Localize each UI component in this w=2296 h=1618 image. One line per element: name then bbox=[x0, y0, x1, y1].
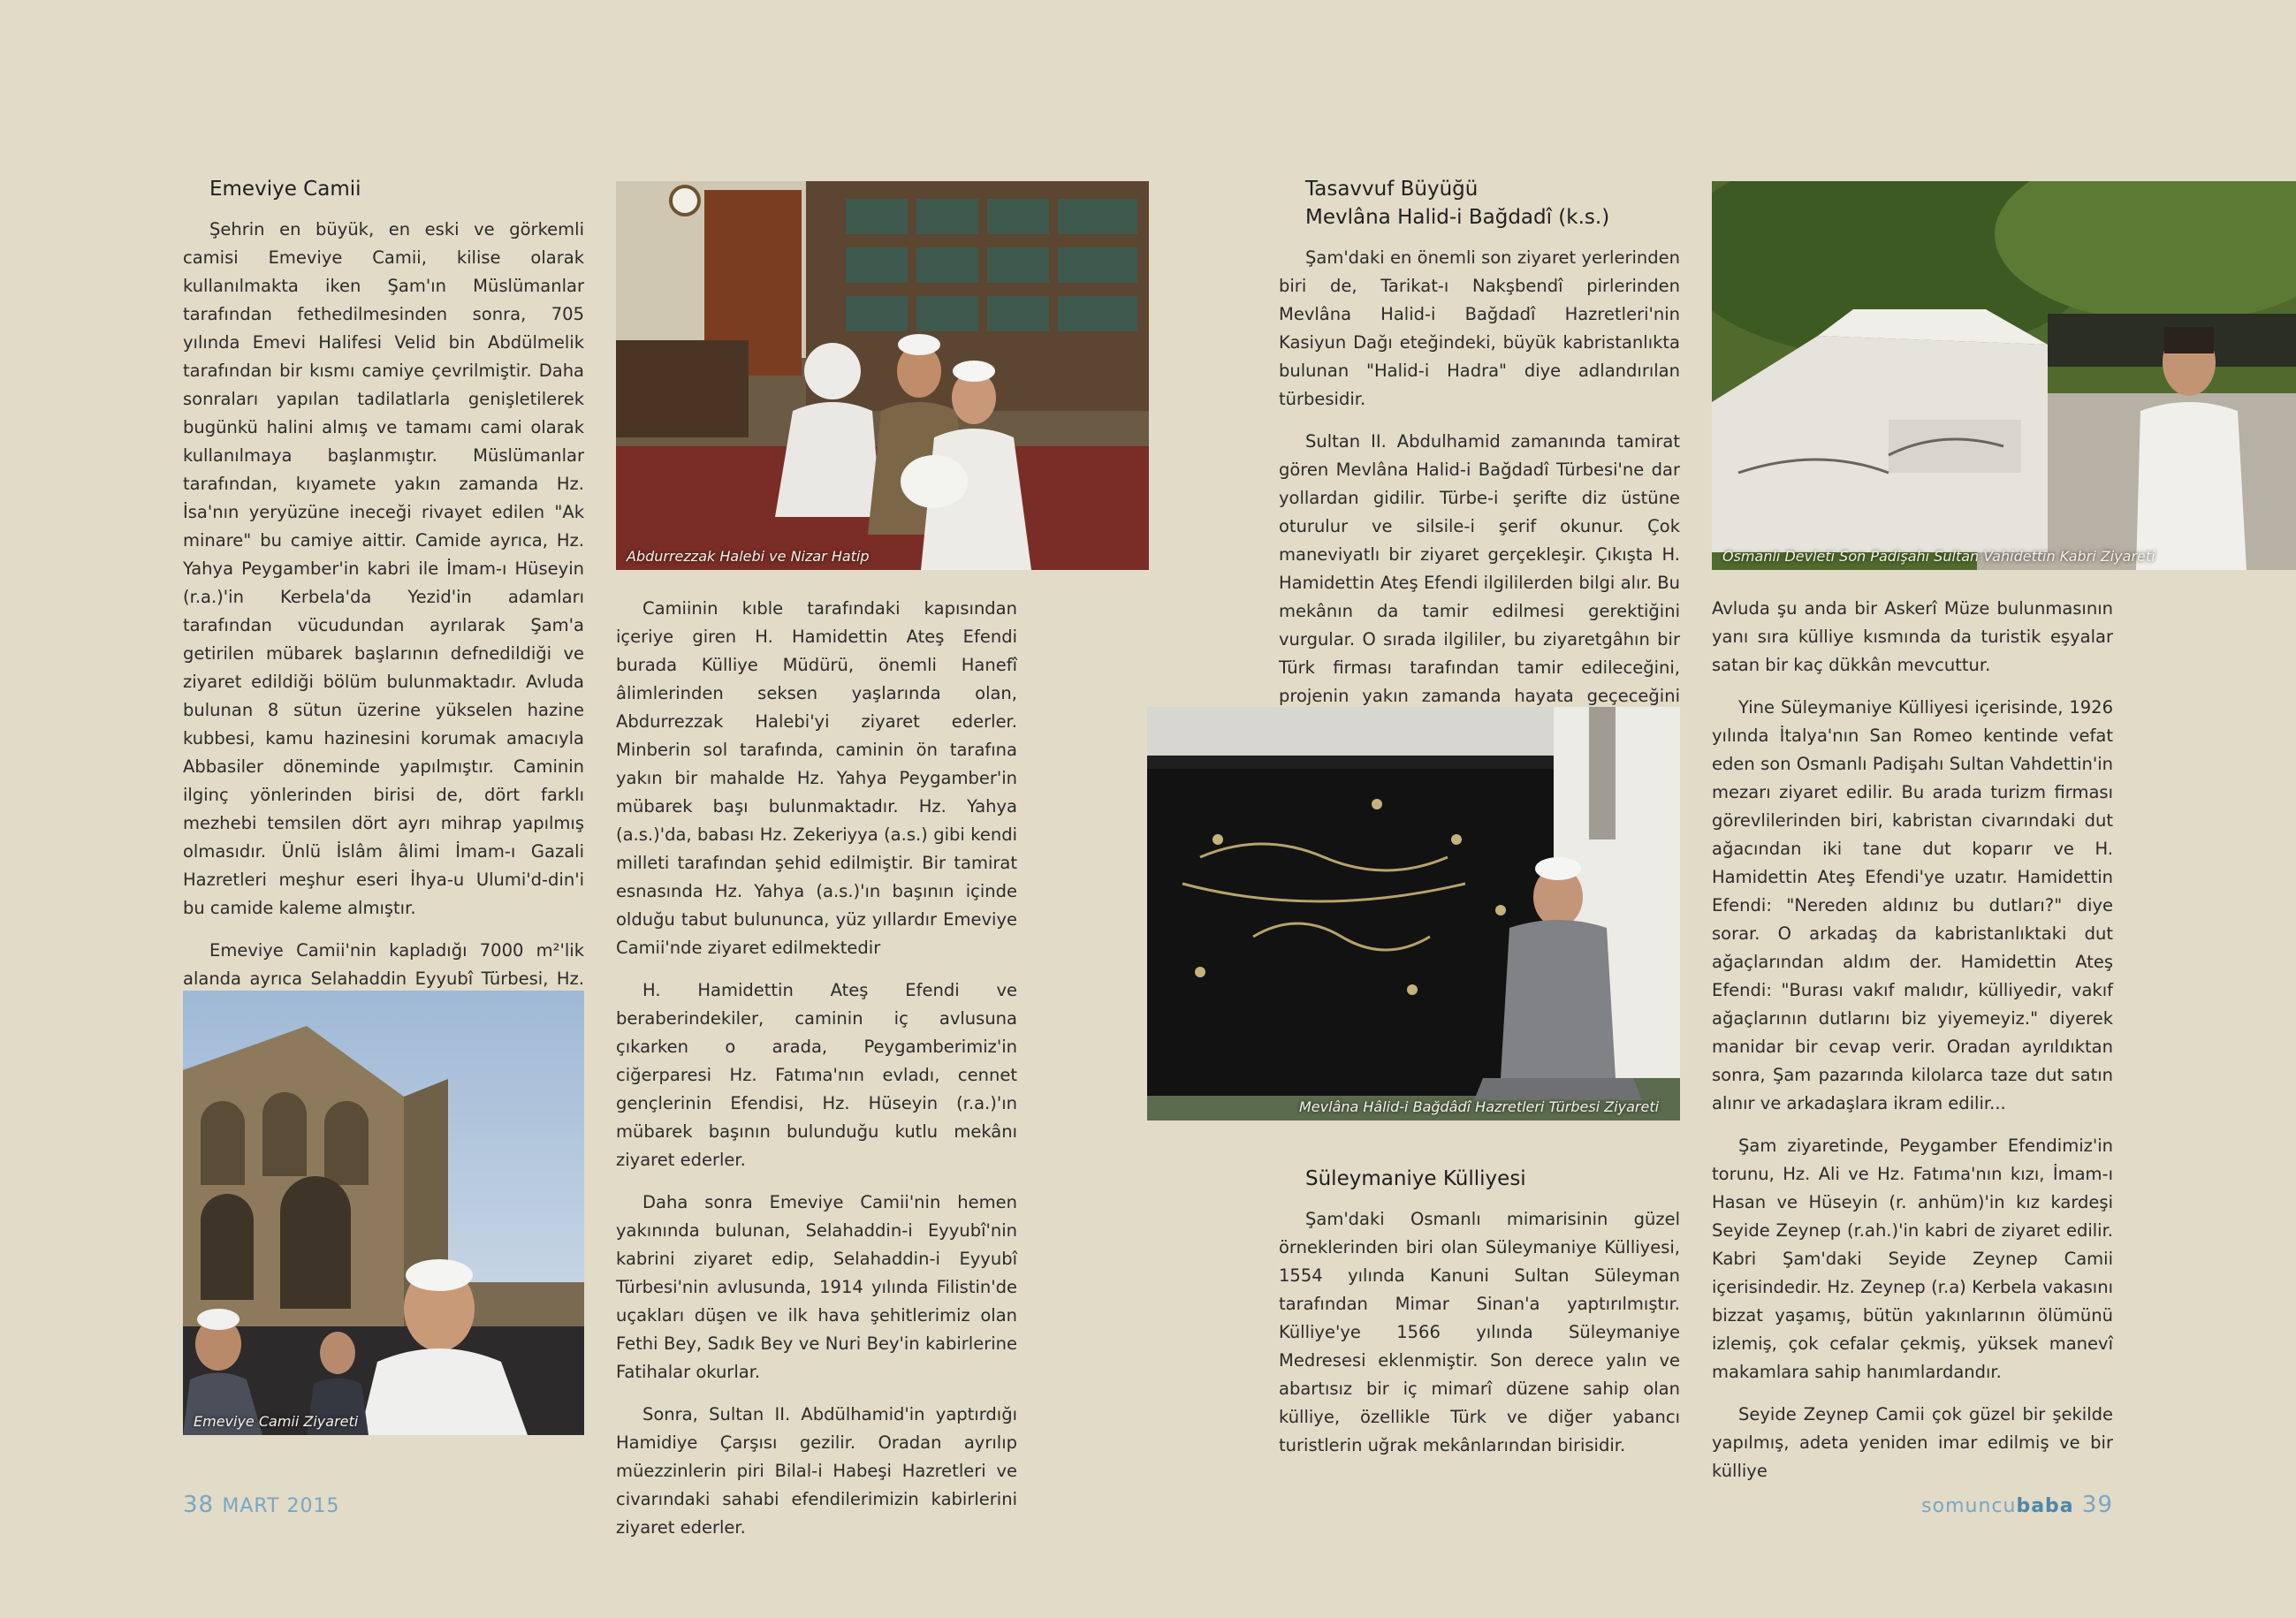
photo-caption: Emeviye Camii Ziyareti bbox=[194, 1413, 359, 1430]
section-heading-suleymaniye: Süleymaniye Külliyesi bbox=[1305, 1167, 1526, 1190]
paragraph: Sonra, Sultan II. Abdülhamid'in yaptırdığı Hamidiye Çarşısı gezilir. Oradan ayrılıp müezzinlerin piri Bilal-i Habeşi Hazretleri ve civarındaki sahabi efendilerimizin kabirlerini ziyaret ederler. bbox=[616, 1404, 1017, 1538]
paragraph: Seyide Zeynep Camii çok güzel bir şekilde yapılmış, adeta yeniden imar edilmiş ve bir külliye bbox=[1712, 1404, 2113, 1481]
magazine-name-prefix: somuncu bbox=[1921, 1495, 2017, 1517]
magazine-name-bold: baba bbox=[2016, 1495, 2074, 1517]
column-4 bbox=[1712, 595, 2113, 1500]
magazine-name bbox=[1921, 1495, 2073, 1517]
page-number-left: 38 bbox=[183, 1492, 215, 1518]
paragraph: Yine Süleymaniye Külliyesi içerisinde, 1926 yılında İtalya'nın San Romeo kentinde vefat eden son Osmanlı Padişahı Sultan Vahdettin'in mezarı ziyaret edilir. Bu arada turizm firması görevlilerinden biri, kabristan civarındaki dut ağacından iki tane dut koparır ve H. Hamidettin Ateş Efendi'ye uzatır. Hamidettin Efendi: "Nereden aldınız bu dutları?" diye sorar. O arkadaş da kabristanlıktaki dut ağaçlarından aldım der. Hamidettin Ateş Efendi: "Burası vakıf malıdır, külliyedir, vakıf ağaçlarının dutlarını biz yiyemeyiz." diyerek manidar bir cevap verir. Oradan ayrıldıktan sonra, Şam pazarında kilolarca taze dut satın alınır ve arkadaşlara ikram edilir... bbox=[1712, 697, 2113, 1113]
column-3 bbox=[1279, 175, 1680, 753]
mosque-illustration bbox=[183, 991, 584, 1435]
photo-caption: Osmanlı Devleti Son Padişahı Sultan Vahidettin Kabri Ziyareti bbox=[1722, 548, 2155, 565]
page-number-right: 39 bbox=[2081, 1492, 2113, 1518]
photo-library-meeting bbox=[616, 181, 1149, 570]
footer-left bbox=[183, 1492, 340, 1518]
photo-grave-visit bbox=[1712, 181, 2296, 570]
column-2 bbox=[616, 595, 1017, 1556]
paragraph: Avluda şu anda bir Askerî Müze bulunmasının yanı sıra külliye kısmında da turistik eşyalar satan bir kaç dükkân mevcuttur. bbox=[1712, 598, 2113, 675]
heading-line-2: Mevlâna Halid-i Bağdadî (k.s.) bbox=[1305, 206, 1610, 229]
section-heading-tasavvuf bbox=[1305, 175, 1680, 232]
column-1 bbox=[183, 175, 584, 1092]
paragraph: Şam'daki Osmanlı mimarisinin güzel örneklerinden biri olan Süleymaniye Külliyesi, 1554 yılında Kanuni Sultan Süleyman tarafından Mimar Sinan'a yaptırılmıştır. Külliye'ye 1566 yılında Süleymaniye Medresesi eklenmiştir. Son derece yalın ve abartısız bir iç mimarî düzene sahip olan külliye, özellikle Türk ve diğer yabancı turistlerin uğrak mekânlarından birisidir. bbox=[1279, 1209, 1680, 1455]
paragraph: Camiinin kıble tarafındaki kapısından içeriye giren H. Hamidettin Ateş Efendi burada Külliye Müdürü, önemli Hanefî âlimlerinden seksen yaşlarında olan, Abdurrezzak Halebi'yi ziyaret ederler. Minberin sol tarafında, caminin ön tarafına yakın bir mahalde Hz. Yahya Peygamber'in mübarek başı bulunmaktadır. Hz. Yahya (a.s.)'da, babası Hz. Zekeriyya (a.s.) gibi kendi milleti tarafından şehid edilmiştir. Bir tamirat esnasında Hz. Yahya (a.s.)'ın başının içinde olduğu tabut bulununca, yüz yıllardır Emeviye Camii'nde ziyaret edilmektedir bbox=[616, 598, 1017, 958]
footer-right bbox=[1921, 1492, 2113, 1518]
tomb-illustration bbox=[1147, 707, 1680, 1120]
paragraph: Sultan II. Abdulhamid zamanında tamirat gören Mevlâna Halid-i Bağdadî Türbesi'ne dar yollardan gidilir. Türbe-i şerifte diz üstüne oturulur ve silsile-i şerif okunur. Çok maneviyatlı bir ziyaret gerçekleşir. Çıkışta H. Hamidettin Ateş Efendi ilgililerden bilgi alır. Bu mekânın da tamir edilmesi gerektiğini vurgular. O sırada ilgililer, bu ziyaretgâhın bir Türk firması tarafından tamir edileceğini, projenin yakın zamanda hayata geçeceğini bbox=[1279, 431, 1680, 706]
grave-illustration bbox=[1712, 181, 2296, 570]
paragraph: Şehrin en büyük, en eski ve görkemli camisi Emeviye Camii, kilise olarak kullanılmakta iken Şam'ın Müslümanlar tarafından fethedilmesinden sonra, 705 yılında Emevi Halifesi Velid bin Abdülmelik tarafından bir kısmı camiye çevrilmiştir. Daha sonraları yapılan tadilatlarla genişletilerek bugünkü halini almış ve tamamı cami olarak kullanılmaya başlanmıştır. Müslümanlar tarafından, kıyamete yakın zamanda Hz. İsa'nın yeryüzüne ineceği rivayet edilen "Ak minare" bu camiye aittir. Camide ayrıca, Hz. Yahya Peygamber'in kabri ile İmam-ı Hüseyin (r.a.)'in Kerbela'da Yezid'in adamları tarafından vücudundan ayrılarak Şam'a getirilen mübarek başlarının defnedildiği ve ziyaret edildiği bölüm bulunmaktadır. Avluda bulunan 8 sütun üzerine yükselen hazine kubbesi, kamu hazinesini korumak amacıyla Abbasiler döneminde yapılmıştır. Caminin ilginç yönlerinden birisi de, dört farklı mezhebi temsilen dört ayrı mihrap yapılmış olmasıdır. Ünlü İslâm âlimi İmam-ı Gazali Hazretleri meşhur eseri İhya-u Ulumi'd-din'i bu camide kaleme almıştır. bbox=[183, 219, 584, 918]
issue-date: MART 2015 bbox=[222, 1495, 340, 1517]
paragraph: Şam ziyaretinde, Peygamber Efendimiz'in torunu, Hz. Ali ve Hz. Fatıma'nın kızı, İmam-ı Hasan ve Hüseyin (r. anhüm)'in kız kardeşi Seyide Zeynep (r.ah.)'in kabri de ziyaret edilir. Kabri Şam'daki Seyide Zeynep Camii içerisindedir. Hz. Zeynep (r.a) Kerbela vakasını bizzat yaşamış, bütün yakınlarının ölümünü izlemiş, çok cefalar çekmiş, yüksek manevî makamlara sahip hanımlardandır. bbox=[1712, 1136, 2113, 1382]
paragraph: Emeviye Camii'nin kapladığı 7000 m²'lik alanda ayrıca Selahaddin Eyyubî Türbesi, Hz. bbox=[183, 940, 584, 989]
paragraph: Şam'daki en önemli son ziyaret yerlerinden biri de, Tarikat-ı Nakşbendî pirlerinden Mevlâna Halid-i Bağdadî Hazretleri'nin Kasiyun Dağı eteğindeki, büyük kabristanlıkta bulunan "Halid-i Hadra" diye adlandırılan türbesidir. bbox=[1279, 247, 1680, 409]
library-illustration bbox=[616, 181, 1149, 570]
photo-caption: Abdurrezzak Halebi ve Nizar Hatip bbox=[627, 548, 870, 565]
photo-tomb-visit bbox=[1147, 707, 1680, 1120]
section-heading-emeviye: Emeviye Camii bbox=[209, 178, 361, 201]
column-3-lower bbox=[1279, 1165, 1680, 1474]
paragraph: H. Hamidettin Ateş Efendi ve beraberindekiler, caminin iç avlusuna çıkarken o arada, Peygamberimiz'in ciğerparesi Hz. Fatıma'nın evladı, cennet gençlerinin Efendisi, Hz. Hüseyin (r.a.)'ın mübarek başının bulunduğu kutlu mekânı ziyaret ederler. bbox=[616, 980, 1017, 1170]
photo-emeviye-mosque bbox=[183, 991, 584, 1435]
paragraph: Daha sonra Emeviye Camii'nin hemen yakınında bulunan, Selahaddin-i Eyyubî'nin kabrini ziyaret edip, Selahaddin-i Eyyubî Türbesi'nin avlusunda, 1914 yılında Filistin'de uçakları düşen ve ilk hava şehitlerimiz olan Fethi Bey, Sadık Bey ve Nuri Bey'in kabirlerine Fatihalar okurlar. bbox=[616, 1192, 1017, 1382]
photo-caption: Mevlâna Hâlid-i Bağdâdî Hazretleri Türbesi Ziyareti bbox=[1299, 1098, 1660, 1115]
heading-line-1: Tasavvuf Büyüğü bbox=[1305, 178, 1479, 201]
